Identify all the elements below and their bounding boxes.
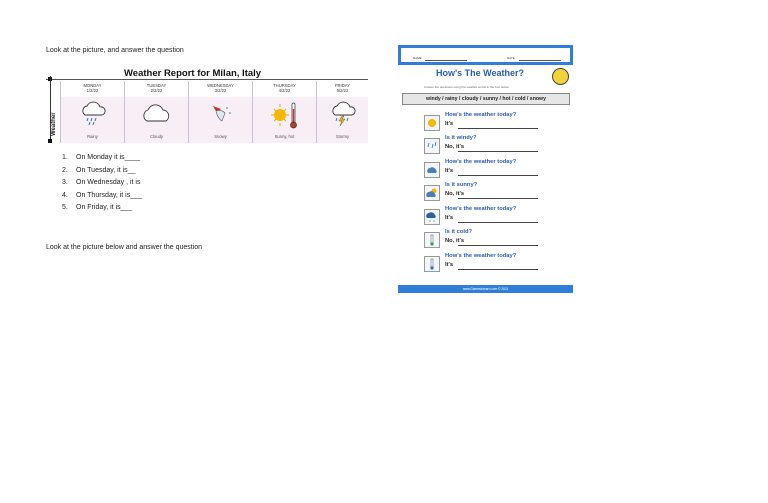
snow-cloud-icon [424,209,440,225]
cloud-icon [424,162,440,178]
worksheet-instructions: Answer the questions using the weather words in the box below. [424,85,510,89]
day-wednesday: WEDNESDAY 3/2/22 Snowy [188,81,252,143]
worksheet-item: How's the weather today? It's [424,206,564,228]
report-title: Weather Report for Milan, Italy [124,68,262,79]
worksheet-footer: www.Gamestolearn.com © 2011 [398,285,573,293]
worksheet-item: Is it cold? No, it's [424,229,564,251]
list-item: 3. On Wednesday , it is [62,179,141,187]
thermometer-icon [424,232,440,248]
question-list [62,152,142,215]
list-item: 2. On Tuesday, it is__ [62,166,136,174]
prompt-2: Look at the picture below and answer the question [46,244,203,251]
day-thursday: THURSDAY 4/2/22 Sunny, hot [252,81,316,143]
worksheet-image [398,45,573,295]
worksheet-item: How's the weather today? It's [424,253,564,275]
rain-cloud-icon [78,101,108,129]
cloud-sun-icon [424,185,440,201]
day-monday: MONDAY 1/2/22 Rainy [60,81,124,143]
sun-thermometer-icon [268,101,302,131]
storm-cloud-icon [328,101,358,129]
worksheet-item: How's the weather today? It's [424,159,564,181]
rain-icon [424,138,440,154]
day-friday: FRIDAY 5/2/22 Stormy [316,81,368,143]
report-axis-label: Weather [51,112,57,136]
list-item: 1. On Monday it is____ [62,154,141,161]
worksheet-title: How's The Weather? [436,68,524,78]
cloud-icon [139,101,175,127]
sun-icon [424,115,440,131]
list-item: 4. On Thursday, it is___ [62,191,142,199]
thermometer-cold-icon [424,256,440,272]
word-bank: windy / rainy / cloudy / sunny / hot / cold / snowy [402,93,570,105]
list-item: 5. On Friday, it is___ [62,204,133,212]
worksheet-header: NAME DATE [398,45,573,65]
prompt-1: Look at the picture, and answer the question [46,47,184,54]
badge-icon [552,68,569,85]
worksheet-item: Is it sunny? No, it's [424,182,564,204]
snow-icon [207,101,235,127]
worksheet-item: How's the weather today? It's [424,112,564,134]
weather-report-image [46,66,368,143]
worksheet-item: Is it windy? No, it's [424,135,564,157]
day-tuesday: TUESDAY 2/2/22 Cloudy [124,81,188,143]
